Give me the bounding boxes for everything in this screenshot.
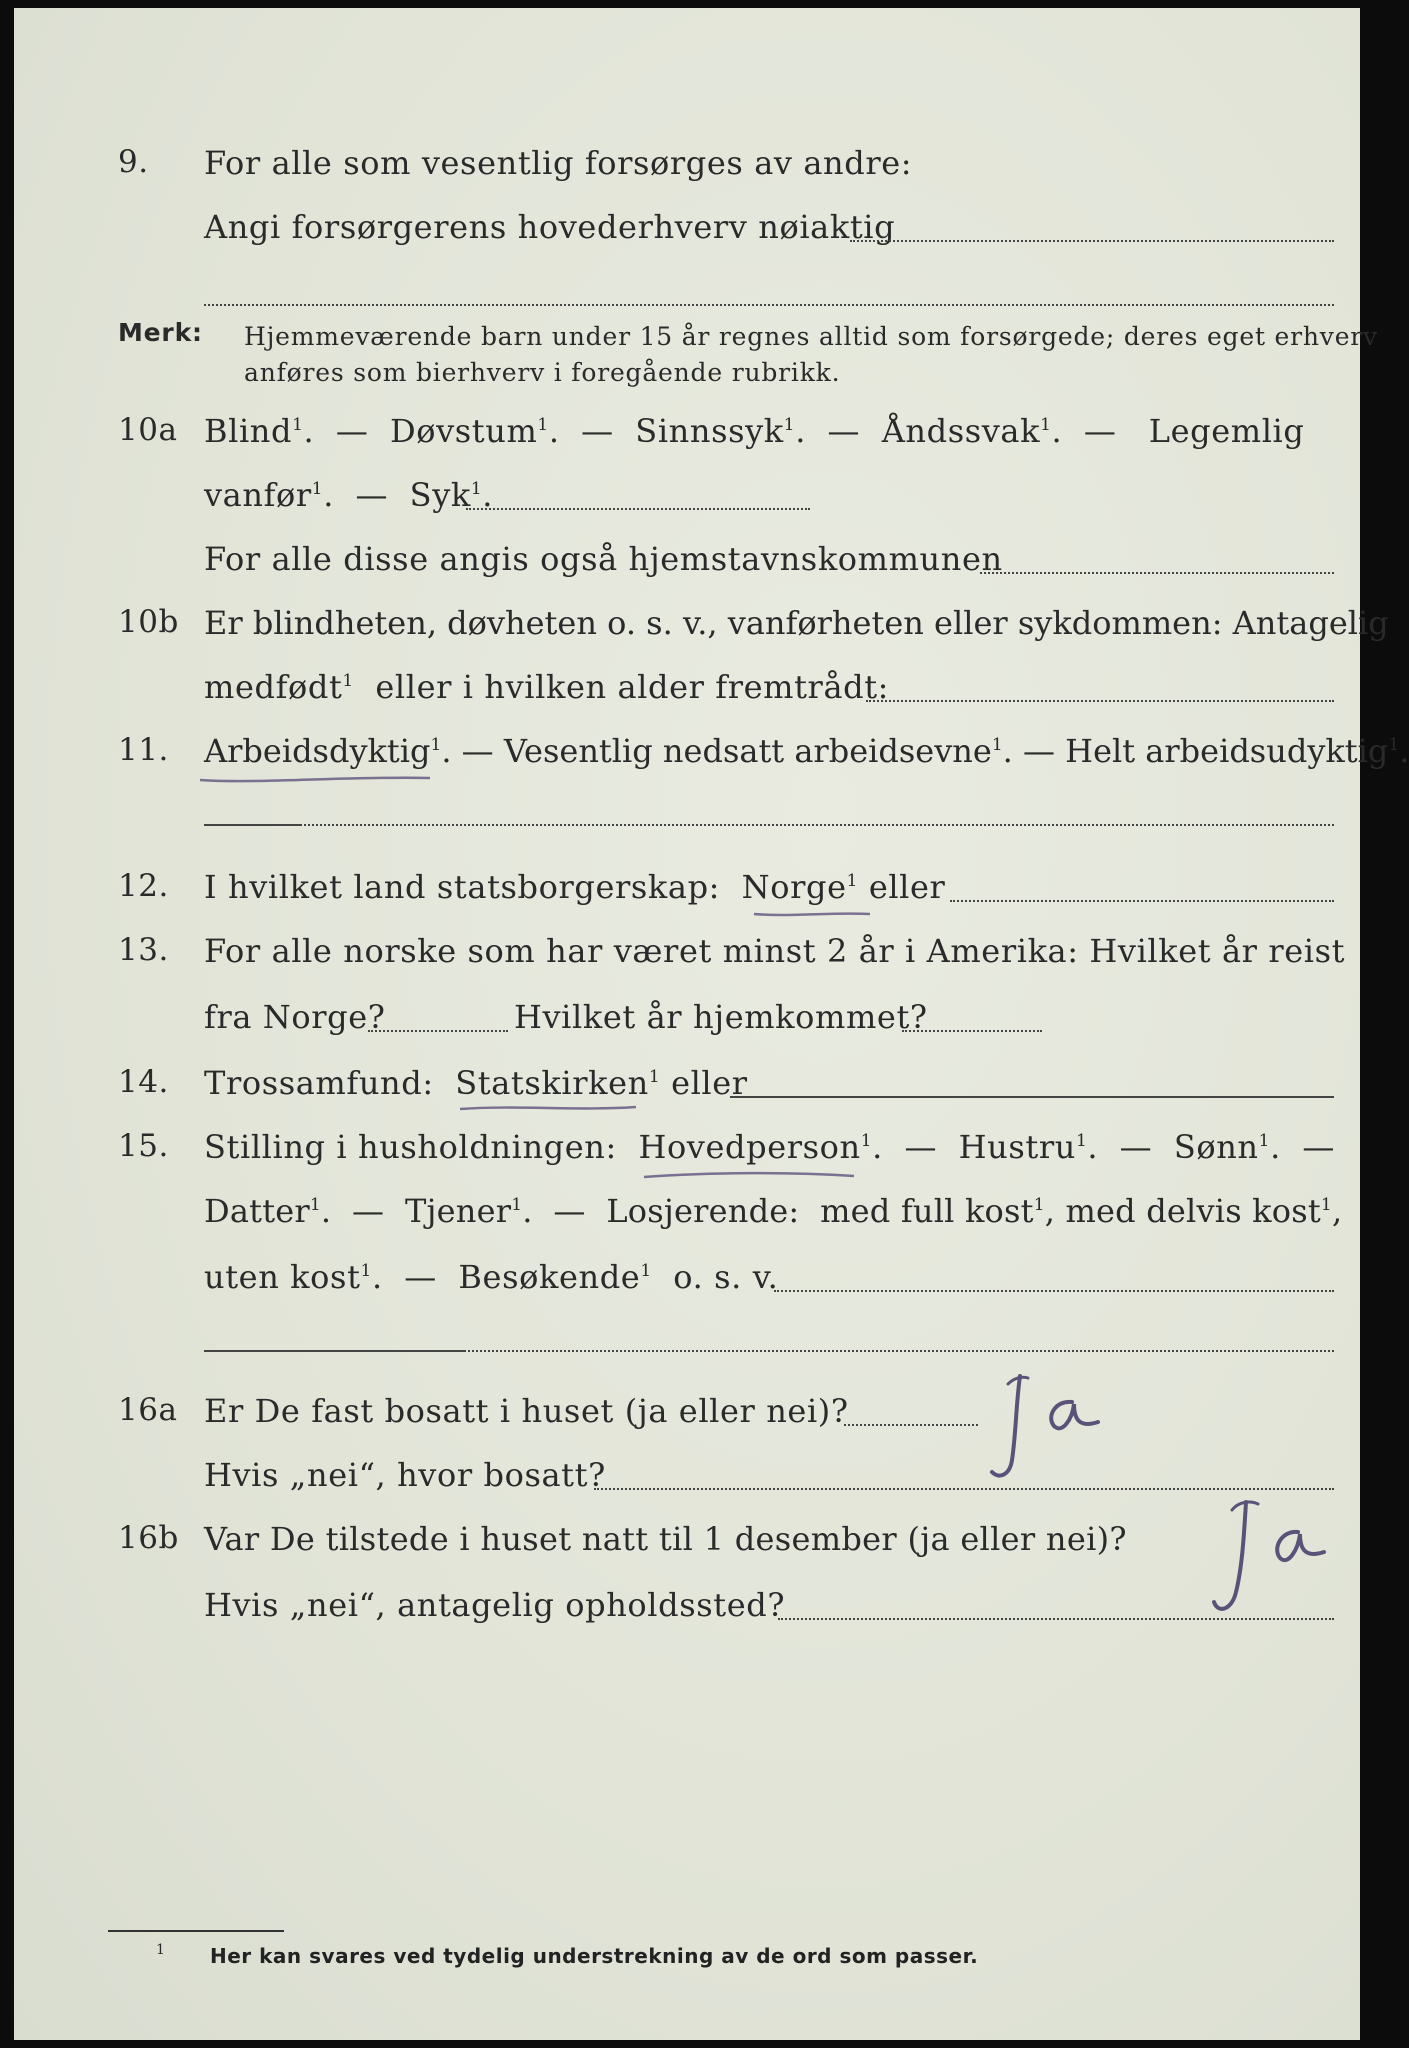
question-text: vanfør$^1$. — Syk$^1$. [204, 476, 494, 514]
footnote-mark: 1 [156, 1942, 165, 1958]
footnote-text: Her kan svares ved tydelig understrekning av de ord som passer. [210, 1944, 979, 1968]
question-text: Trossamfund: Statskirken$^1$ eller [204, 1064, 748, 1102]
question-text: Hvilket år hjemkommet? [514, 998, 928, 1036]
question-text: For alle som vesentlig forsørges av andre: [204, 144, 913, 182]
handwritten-underline [198, 772, 434, 786]
answer-line[interactable] [774, 1290, 1334, 1292]
answer-line[interactable] [902, 1030, 1042, 1032]
question-text: For alle disse angis også hjemstavnskommunen [204, 540, 1003, 578]
handwritten-underline [752, 908, 872, 920]
question-number: 12. [118, 868, 169, 904]
answer-line[interactable] [844, 1424, 978, 1426]
handwritten-underline [642, 1168, 856, 1182]
question-number: 11. [118, 732, 169, 768]
question-number: 10a [118, 412, 178, 448]
answer-line[interactable] [594, 1488, 1334, 1490]
answer-line-start [204, 1350, 464, 1352]
question-text: Arbeidsdyktig$^1$. — Vesentlig nedsatt arbeidsevne$^1$. — Helt arbeidsudyktig$^1$. [204, 732, 1409, 770]
answer-line[interactable] [368, 1030, 508, 1032]
question-text: medfødt$^1$ eller i hvilken alder fremtrådt: [204, 668, 890, 706]
question-number: 16b [118, 1520, 179, 1556]
question-text: Hvis „nei“, antagelig opholdssted? [204, 1586, 786, 1624]
answer-line[interactable] [950, 900, 1334, 902]
answer-line[interactable] [850, 240, 1334, 242]
answer-line[interactable] [466, 508, 810, 510]
answer-line[interactable] [204, 824, 1334, 826]
question-text: uten kost$^1$. — Besøkende$^1$ o. s. v. [204, 1258, 779, 1296]
answer-line[interactable] [866, 700, 1334, 702]
question-number: 14. [118, 1064, 169, 1100]
question-text: I hvilket land statsborgerskap: Norge$^1$ eller [204, 868, 946, 906]
question-number: 16a [118, 1392, 178, 1428]
question-text: Blind$^1$. — Døvstum$^1$. — Sinnssyk$^1$. — Åndssvak$^1$. — Legemlig [204, 412, 1305, 450]
question-text: Angi forsørgerens hovederhverv nøiaktig [204, 208, 896, 246]
question-text: For alle norske som har været minst 2 år i Amerika: Hvilket år reist [204, 932, 1346, 970]
handwritten-answer-ja [972, 1364, 1122, 1484]
note-text: anføres som bierhverv i foregående rubrikk. [244, 358, 841, 387]
census-form-page [14, 8, 1409, 2040]
question-text: Datter$^1$. — Tjener$^1$. — Losjerende: med full kost$^1$, med delvis kost$^1$, [204, 1192, 1343, 1230]
question-number: 13. [118, 932, 169, 968]
question-text: Er blindheten, døvheten o. s. v., vanførheten eller sykdommen: Antagelig [204, 604, 1389, 642]
handwritten-answer-ja [1194, 1492, 1344, 1622]
footnote-rule [108, 1930, 284, 1932]
question-text: Var De tilstede i huset natt til 1 desember (ja eller nei)? [204, 1520, 1127, 1558]
question-text: Stilling i husholdningen: Hovedperson$^1$. — Hustru$^1$. — Sønn$^1$. — [204, 1128, 1335, 1166]
question-text: Hvis „nei“, hvor bosatt? [204, 1456, 606, 1494]
answer-line[interactable] [204, 304, 1334, 306]
question-number: 15. [118, 1128, 169, 1164]
answer-line[interactable] [730, 1096, 1334, 1098]
question-text: fra Norge? [204, 998, 386, 1036]
note-text: Hjemmeværende barn under 15 år regnes alltid som forsørgede; deres eget erhverv [244, 322, 1378, 351]
question-number: 9. [118, 144, 149, 180]
note-label: Merk: [118, 318, 203, 347]
handwritten-underline [458, 1102, 638, 1114]
answer-line-start [204, 824, 300, 826]
question-number: 10b [118, 604, 179, 640]
question-text: Er De fast bosatt i huset (ja eller nei)? [204, 1392, 849, 1430]
answer-line[interactable] [980, 572, 1334, 574]
